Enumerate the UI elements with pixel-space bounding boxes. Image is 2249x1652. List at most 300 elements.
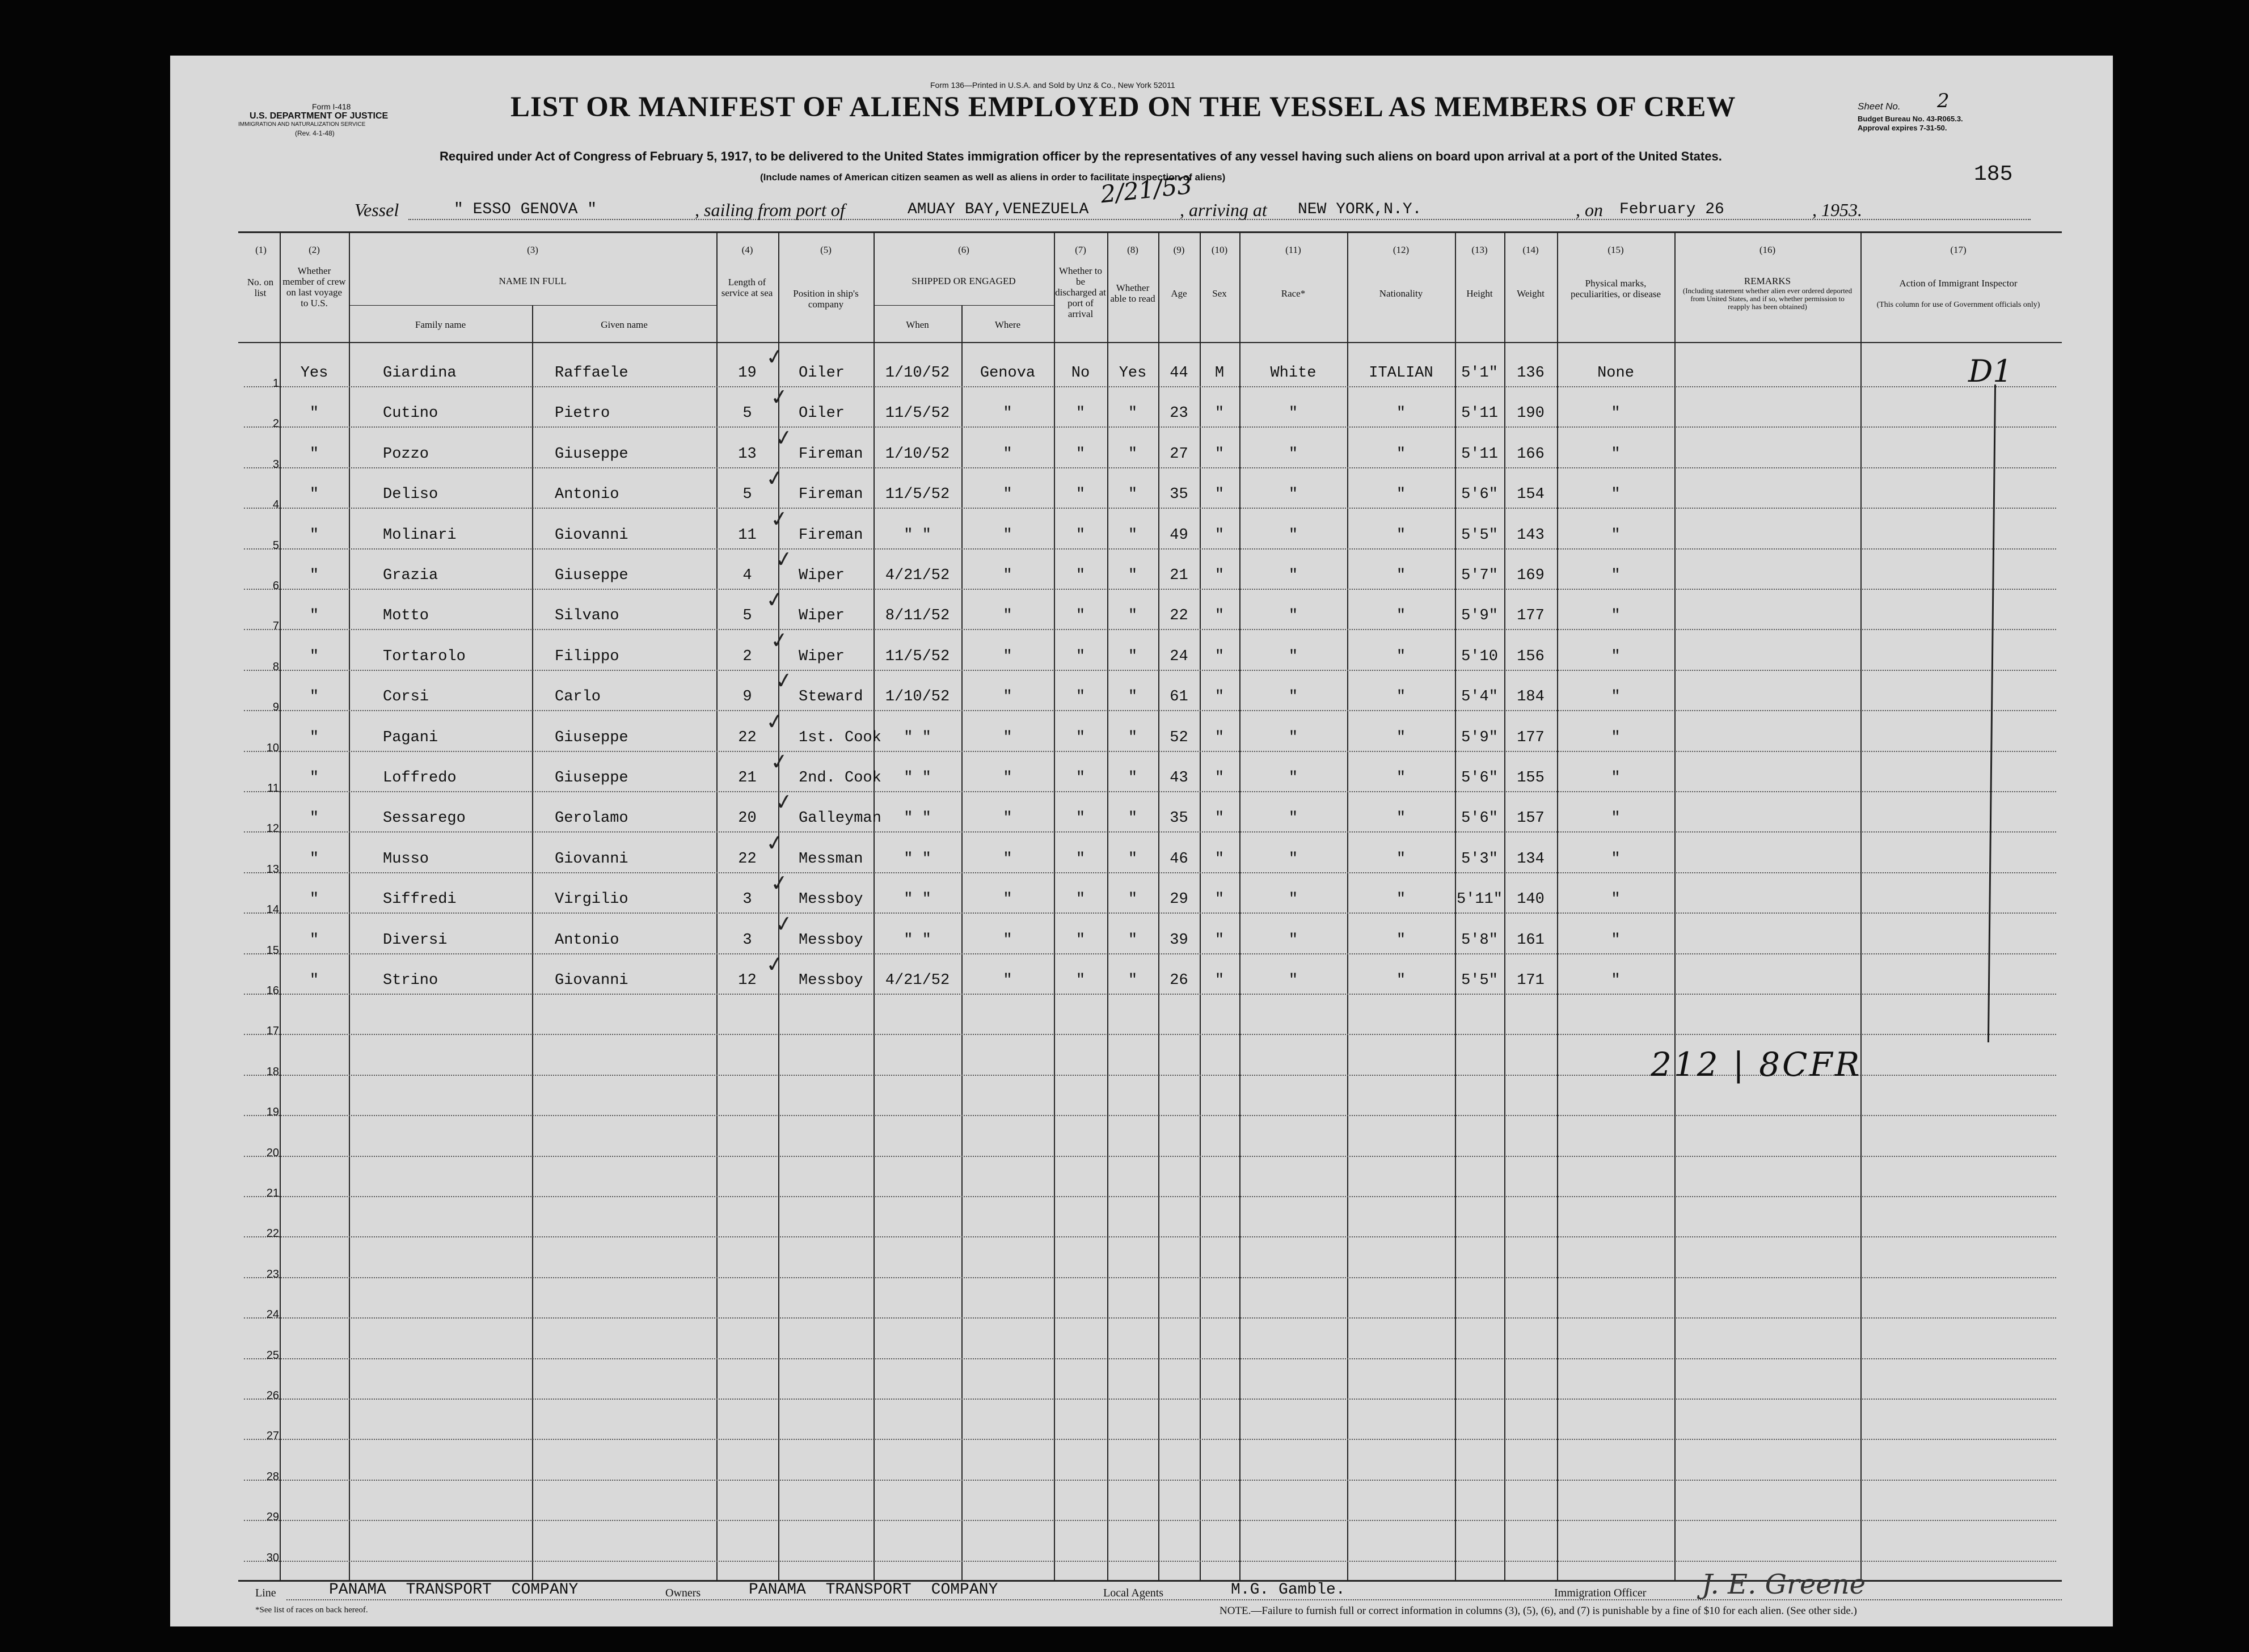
- row-number: 12: [266, 822, 279, 835]
- cell-when: 4/21/52: [885, 972, 950, 989]
- cell-given: Antonio: [555, 931, 619, 949]
- cell-nat: ": [1396, 567, 1406, 584]
- cell-disch: No: [1071, 365, 1090, 382]
- cell-read: ": [1128, 972, 1138, 989]
- cell-weight: 157: [1517, 810, 1545, 827]
- cell-weight: 177: [1517, 729, 1545, 746]
- cell-height: 5'8": [1461, 931, 1498, 949]
- cell-age: 43: [1170, 770, 1188, 787]
- cell-read: ": [1128, 891, 1138, 909]
- row-number: 21: [266, 1187, 279, 1199]
- cell-prev: ": [309, 729, 319, 746]
- cell-when: 1/10/52: [885, 688, 950, 706]
- column-number: (12): [1393, 244, 1410, 255]
- cell-position: 2nd. Cook: [799, 770, 881, 787]
- cell-marks: ": [1611, 486, 1621, 504]
- cell-given: Antonio: [555, 486, 619, 504]
- col-inspector-note: (This column for use of Government officials only): [1876, 301, 2040, 309]
- row-number: 29: [266, 1511, 279, 1524]
- cell-weight: 134: [1517, 850, 1545, 868]
- cell-position: 1st. Cook: [799, 729, 881, 746]
- cell-sex: ": [1214, 486, 1225, 504]
- col-weight: Weight: [1517, 288, 1545, 299]
- cell-height: 5'5": [1461, 526, 1498, 544]
- cell-position: Fireman: [799, 445, 863, 463]
- cell-height: 5'11: [1461, 405, 1498, 422]
- cell-age: 44: [1170, 365, 1188, 382]
- include-note: (Include names of American citizen seamen as well as aliens in order to facilitate inspection of aliens): [760, 172, 1226, 183]
- row-rule: [244, 1399, 2056, 1400]
- row-rule: [244, 1236, 2056, 1237]
- cell-nat: ": [1396, 729, 1406, 746]
- cell-sex: ": [1214, 770, 1225, 787]
- check-mark-icon: ✓: [773, 910, 795, 937]
- cell-nat: ": [1396, 891, 1406, 909]
- row-number: 17: [266, 1025, 279, 1038]
- cell-position: Wiper: [799, 567, 845, 584]
- row-rule: [244, 1561, 2056, 1562]
- cell-given: Virgilio: [555, 891, 628, 909]
- cell-sex: ": [1214, 850, 1225, 868]
- cell-given: Giuseppe: [555, 729, 628, 746]
- col-family-name: Family name: [415, 319, 466, 330]
- cell-disch: ": [1075, 810, 1086, 827]
- cell-height: 5'7": [1461, 567, 1498, 584]
- cell-family: Musso: [383, 850, 429, 868]
- col-discharged: Whether to be discharged at port of arrival: [1055, 265, 1106, 319]
- cell-prev: ": [309, 688, 319, 706]
- cell-marks: ": [1611, 607, 1621, 625]
- cell-sex: M: [1214, 365, 1225, 382]
- cell-sex: ": [1214, 445, 1225, 463]
- row-number: 25: [266, 1349, 279, 1362]
- cell-race: ": [1288, 850, 1298, 868]
- cell-when: " ": [904, 931, 931, 949]
- row-rule: [244, 710, 2056, 711]
- cell-position: Galleyman: [799, 810, 881, 827]
- cell-read: ": [1128, 486, 1138, 504]
- cell-family: Diversi: [383, 931, 448, 949]
- cell-given: Giovanni: [555, 972, 628, 989]
- cell-where: ": [1003, 770, 1012, 787]
- cell-prev: ": [309, 931, 319, 949]
- cell-disch: ": [1075, 445, 1086, 463]
- cell-weight: 154: [1517, 486, 1545, 504]
- cell-where: ": [1003, 729, 1012, 746]
- col-name-in-full: NAME IN FULL: [499, 276, 567, 286]
- cell-race: ": [1288, 688, 1298, 706]
- cell-weight: 161: [1517, 931, 1545, 949]
- races-note: *See list of races on back hereof.: [255, 1605, 368, 1615]
- cell-service: 21: [738, 770, 757, 787]
- row-rule: [244, 508, 2056, 509]
- table-top-border: [238, 231, 2062, 233]
- cell-position: Oiler: [799, 405, 845, 422]
- arrival-date: February 26: [1619, 201, 1724, 218]
- row-number: 7: [272, 620, 279, 633]
- cell-service: 3: [742, 931, 752, 949]
- cell-service: 5: [742, 405, 752, 422]
- col-remarks: REMARKS: [1744, 276, 1791, 286]
- cell-when: " ": [904, 850, 931, 868]
- cell-where: ": [1003, 526, 1012, 544]
- row-number: 27: [266, 1430, 279, 1443]
- cell-weight: 156: [1517, 648, 1545, 665]
- sheet-number: 2: [1937, 90, 1950, 112]
- cell-family: Pozzo: [383, 445, 429, 463]
- cell-service: 5: [742, 486, 752, 504]
- cell-prev: ": [309, 648, 319, 665]
- cell-read: Yes: [1119, 365, 1147, 382]
- inspector-mark: D1: [1968, 353, 2012, 389]
- row-rule: [244, 751, 2056, 752]
- cell-prev: ": [309, 770, 319, 787]
- cell-weight: 155: [1517, 770, 1545, 787]
- cell-position: Wiper: [799, 648, 845, 665]
- cell-service: 4: [742, 567, 752, 584]
- cell-marks: ": [1611, 891, 1621, 909]
- row-number: 10: [266, 741, 279, 754]
- column-number: (13): [1471, 244, 1488, 255]
- cell-when: 1/10/52: [885, 445, 950, 463]
- cell-when: " ": [904, 729, 931, 746]
- cell-where: ": [1003, 648, 1012, 665]
- cell-read: ": [1128, 567, 1138, 584]
- cell-family: Giardina: [383, 365, 457, 382]
- cell-marks: ": [1611, 931, 1621, 949]
- page-title: LIST OR MANIFEST OF ALIENS EMPLOYED ON THE VESSEL AS MEMBERS OF CREW: [510, 91, 1736, 123]
- cell-where: ": [1003, 486, 1012, 504]
- col-remarks-note: (Including statement whether alien ever ordered deported from United States, and if so, whether permission to reapply has been obtained): [1682, 286, 1853, 311]
- cell-position: Fireman: [799, 526, 863, 544]
- cell-sex: ": [1214, 648, 1225, 665]
- column-number: (10): [1211, 244, 1228, 255]
- cell-height: 5'9": [1461, 607, 1498, 625]
- col-where: Where: [994, 319, 1021, 330]
- cell-weight: 190: [1517, 405, 1545, 422]
- cell-sex: ": [1214, 891, 1225, 909]
- col-given-name: Given name: [601, 319, 648, 330]
- cell-service: 2: [742, 648, 752, 665]
- check-mark-icon: ✓: [764, 707, 786, 735]
- row-number: 3: [272, 458, 279, 471]
- col-position: Position in ship's company: [793, 288, 859, 310]
- cell-where: ": [1003, 850, 1012, 868]
- col-inspector-action: Action of Immigrant Inspector: [1899, 278, 2018, 289]
- row-rule: [244, 670, 2056, 671]
- cell-read: ": [1128, 850, 1138, 868]
- cell-service: 12: [738, 972, 757, 989]
- cell-given: Giuseppe: [555, 445, 628, 463]
- cell-marks: ": [1611, 972, 1621, 989]
- cell-race: White: [1270, 365, 1317, 382]
- handwritten-date: 2/21/53: [1099, 171, 1194, 209]
- cell-given: Giuseppe: [555, 770, 628, 787]
- cell-weight: 184: [1517, 688, 1545, 706]
- departure-port: AMUAY BAY,VENEZUELA: [908, 201, 1089, 218]
- manifest-sheet: [170, 56, 2113, 1626]
- cell-disch: ": [1075, 648, 1086, 665]
- row-rule: [244, 1196, 2056, 1197]
- cell-race: ": [1288, 445, 1298, 463]
- cell-height: 5'5": [1461, 972, 1498, 989]
- cell-prev: ": [309, 850, 319, 868]
- cell-family: Sessarego: [383, 810, 466, 827]
- cell-where: ": [1003, 688, 1012, 706]
- cell-marks: ": [1611, 405, 1621, 422]
- cell-disch: ": [1075, 931, 1086, 949]
- requirement-text: Required under Act of Congress of February 5, 1917, to be delivered to the United States immigration officer by the representatives of any vessel having such aliens on board upon arrival at a port of the United States.: [440, 149, 1722, 163]
- cell-race: ": [1288, 972, 1298, 989]
- cell-race: ": [1288, 729, 1298, 746]
- cell-weight: 136: [1517, 365, 1545, 382]
- col-able-to-read: Whether able to read: [1110, 282, 1155, 304]
- cell-age: 26: [1170, 972, 1188, 989]
- sailing-label: , sailing from port of: [695, 200, 845, 220]
- cell-when: 4/21/52: [885, 567, 950, 584]
- cell-age: 39: [1170, 931, 1188, 949]
- cell-disch: ": [1075, 405, 1086, 422]
- cell-service: 22: [738, 850, 757, 868]
- cell-disch: ": [1075, 688, 1086, 706]
- cell-position: Oiler: [799, 365, 845, 382]
- cell-nat: ": [1396, 688, 1406, 706]
- cell-position: Messboy: [799, 931, 863, 949]
- cell-nat: ": [1396, 810, 1406, 827]
- cell-weight: 171: [1517, 972, 1545, 989]
- cell-age: 61: [1170, 688, 1188, 706]
- cell-given: Gerolamo: [555, 810, 628, 827]
- cell-marks: ": [1611, 729, 1621, 746]
- cell-disch: ": [1075, 486, 1086, 504]
- cell-disch: ": [1075, 972, 1086, 989]
- row-rule: [244, 912, 2056, 914]
- cell-sex: ": [1214, 810, 1225, 827]
- inspector-bracket-line: [1988, 385, 1996, 1042]
- row-number: 24: [266, 1308, 279, 1321]
- cell-height: 5'4": [1461, 688, 1498, 706]
- column-number: (6): [958, 244, 969, 255]
- cell-prev: ": [309, 972, 319, 989]
- cell-nat: ": [1396, 445, 1406, 463]
- cell-read: ": [1128, 931, 1138, 949]
- column-number: (8): [1127, 244, 1138, 255]
- row-rule: [244, 386, 2056, 387]
- cell-weight: 177: [1517, 607, 1545, 625]
- cell-prev: ": [309, 607, 319, 625]
- cell-position: Fireman: [799, 486, 863, 504]
- cell-prev: Yes: [300, 365, 328, 382]
- col-no-on-list: No. on list: [247, 277, 274, 298]
- department: U.S. DEPARTMENT OF JUSTICE: [250, 111, 389, 121]
- row-rule: [244, 872, 2056, 873]
- cell-position: Messboy: [799, 891, 863, 909]
- cell-prev: ": [309, 810, 319, 827]
- arrival-port: NEW YORK,N.Y.: [1298, 201, 1422, 218]
- col-age: Age: [1171, 288, 1187, 299]
- cell-weight: 166: [1517, 445, 1545, 463]
- row-number: 20: [266, 1146, 279, 1159]
- check-mark-icon: ✓: [773, 788, 795, 816]
- cell-sex: ": [1214, 729, 1225, 746]
- column-divider: [349, 231, 350, 1581]
- cell-height: 5'11": [1456, 891, 1503, 909]
- page-number: 185: [1974, 162, 2013, 187]
- service: IMMIGRATION AND NATURALIZATION SERVICE: [238, 121, 366, 128]
- row-number: 11: [267, 782, 279, 795]
- col-physical-marks: Physical marks, peculiarities, or disease: [1570, 278, 1661, 299]
- column-number: (3): [527, 244, 538, 255]
- row-number: 4: [272, 498, 279, 512]
- row-number: 15: [266, 944, 279, 957]
- cell-sex: ": [1214, 567, 1225, 584]
- cell-read: ": [1128, 405, 1138, 422]
- regulation-note: 212 | 8CFR: [1651, 1045, 1862, 1084]
- cell-where: ": [1003, 810, 1012, 827]
- arriving-label: , arriving at: [1180, 200, 1267, 220]
- cell-where: ": [1003, 567, 1012, 584]
- cell-marks: ": [1611, 567, 1621, 584]
- cell-nat: ": [1396, 770, 1406, 787]
- row-number: 5: [272, 539, 279, 552]
- cell-service: 19: [738, 365, 757, 382]
- cell-family: Loffredo: [383, 770, 457, 787]
- cell-age: 21: [1170, 567, 1188, 584]
- cell-age: 22: [1170, 607, 1188, 625]
- cell-sex: ": [1214, 688, 1225, 706]
- cell-given: Giovanni: [555, 526, 628, 544]
- penalty-note: NOTE.—Failure to furnish full or correct information in columns (3), (5), (6), and (7) is punishable by a fine of $10 for each alien. (See other side.): [1220, 1605, 1857, 1617]
- check-mark-icon: ✓: [764, 586, 786, 614]
- cell-marks: ": [1611, 770, 1621, 787]
- cell-height: 5'3": [1461, 850, 1498, 868]
- row-number: 8: [272, 660, 279, 673]
- cell-where: ": [1003, 445, 1012, 463]
- column-divider: [532, 305, 533, 1581]
- cell-sex: ": [1214, 931, 1225, 949]
- cell-family: Motto: [383, 607, 429, 625]
- cell-read: ": [1128, 770, 1138, 787]
- cell-nat: ": [1396, 972, 1406, 989]
- cell-disch: ": [1075, 729, 1086, 746]
- cell-height: 5'6": [1461, 770, 1498, 787]
- cell-service: 11: [738, 526, 757, 544]
- column-number: (14): [1522, 244, 1539, 255]
- col-sex: Sex: [1212, 288, 1227, 299]
- cell-weight: 140: [1517, 891, 1545, 909]
- cell-position: Messboy: [799, 972, 863, 989]
- row-number: 16: [266, 985, 279, 997]
- cell-given: Carlo: [555, 688, 601, 706]
- cell-given: Filippo: [555, 648, 619, 665]
- cell-family: Tortarolo: [383, 648, 466, 665]
- cell-family: Pagani: [383, 729, 438, 746]
- cell-prev: ": [309, 486, 319, 504]
- check-mark-icon: ✓: [769, 747, 790, 776]
- row-rule: [244, 1277, 2056, 1278]
- row-rule: [244, 994, 2056, 995]
- vessel-label: Vessel: [355, 200, 399, 220]
- cell-disch: ": [1075, 607, 1086, 625]
- row-rule: [244, 548, 2056, 550]
- cell-given: Silvano: [555, 607, 619, 625]
- line-value: PANAMA TRANSPORT COMPANY: [329, 1581, 579, 1599]
- arrival-year: , 1953.: [1812, 200, 1862, 220]
- row-rule: [244, 1156, 2056, 1157]
- column-number: (15): [1607, 244, 1624, 255]
- cell-read: ": [1128, 526, 1138, 544]
- cell-read: ": [1128, 729, 1138, 746]
- cell-disch: ": [1075, 567, 1086, 584]
- column-divider: [1674, 231, 1676, 1581]
- cell-service: 22: [738, 729, 757, 746]
- cell-disch: ": [1075, 526, 1086, 544]
- cell-marks: ": [1611, 526, 1621, 544]
- col-height: Height: [1466, 288, 1493, 299]
- cell-read: ": [1128, 648, 1138, 665]
- cell-disch: ": [1075, 770, 1086, 787]
- cell-where: ": [1003, 931, 1012, 949]
- owners-label: Owners: [665, 1587, 701, 1599]
- row-rule: [244, 831, 2056, 833]
- cell-age: 35: [1170, 810, 1188, 827]
- cell-read: ": [1128, 688, 1138, 706]
- cell-read: ": [1128, 445, 1138, 463]
- column-divider: [1860, 231, 1862, 1581]
- cell-family: Siffredi: [383, 891, 457, 909]
- row-rule: [244, 1358, 2056, 1359]
- row-rule: [244, 953, 2056, 954]
- cell-age: 23: [1170, 405, 1188, 422]
- budget-bureau: Budget Bureau No. 43-R065.3.: [1858, 115, 1963, 123]
- cell-age: 46: [1170, 850, 1188, 868]
- officer-label: Immigration Officer: [1554, 1587, 1647, 1599]
- check-mark-icon: ✓: [769, 869, 790, 897]
- cell-position: Wiper: [799, 607, 845, 625]
- owners-value: PANAMA TRANSPORT COMPANY: [749, 1581, 998, 1599]
- cell-race: ": [1288, 891, 1298, 909]
- cell-weight: 143: [1517, 526, 1545, 544]
- cell-race: ": [1288, 567, 1298, 584]
- cell-age: 24: [1170, 648, 1188, 665]
- col-race: Race*: [1281, 288, 1306, 299]
- agents-value: M.G. Gamble.: [1231, 1581, 1345, 1599]
- row-rule: [244, 629, 2056, 630]
- cell-weight: 169: [1517, 567, 1545, 584]
- cell-given: Giovanni: [555, 850, 628, 868]
- row-number: 23: [266, 1267, 279, 1281]
- check-mark-icon: ✓: [764, 343, 786, 371]
- row-number: 13: [266, 863, 279, 876]
- cell-where: ": [1003, 607, 1012, 625]
- cell-disch: ": [1075, 891, 1086, 909]
- check-mark-icon: ✓: [773, 667, 795, 695]
- cell-height: 5'6": [1461, 810, 1498, 827]
- cell-service: 13: [738, 445, 757, 463]
- cell-age: 29: [1170, 891, 1188, 909]
- row-number: 22: [266, 1227, 279, 1240]
- column-number: (11): [1285, 244, 1301, 255]
- cell-prev: ": [309, 526, 319, 544]
- row-rule: [244, 1439, 2056, 1440]
- cell-family: Deliso: [383, 486, 438, 504]
- cell-nat: ": [1396, 486, 1406, 504]
- cell-when: 11/5/52: [885, 648, 950, 665]
- row-number: 26: [266, 1389, 279, 1402]
- cell-height: 5'6": [1461, 486, 1498, 504]
- row-rule: [244, 1115, 2056, 1116]
- cell-age: 35: [1170, 486, 1188, 504]
